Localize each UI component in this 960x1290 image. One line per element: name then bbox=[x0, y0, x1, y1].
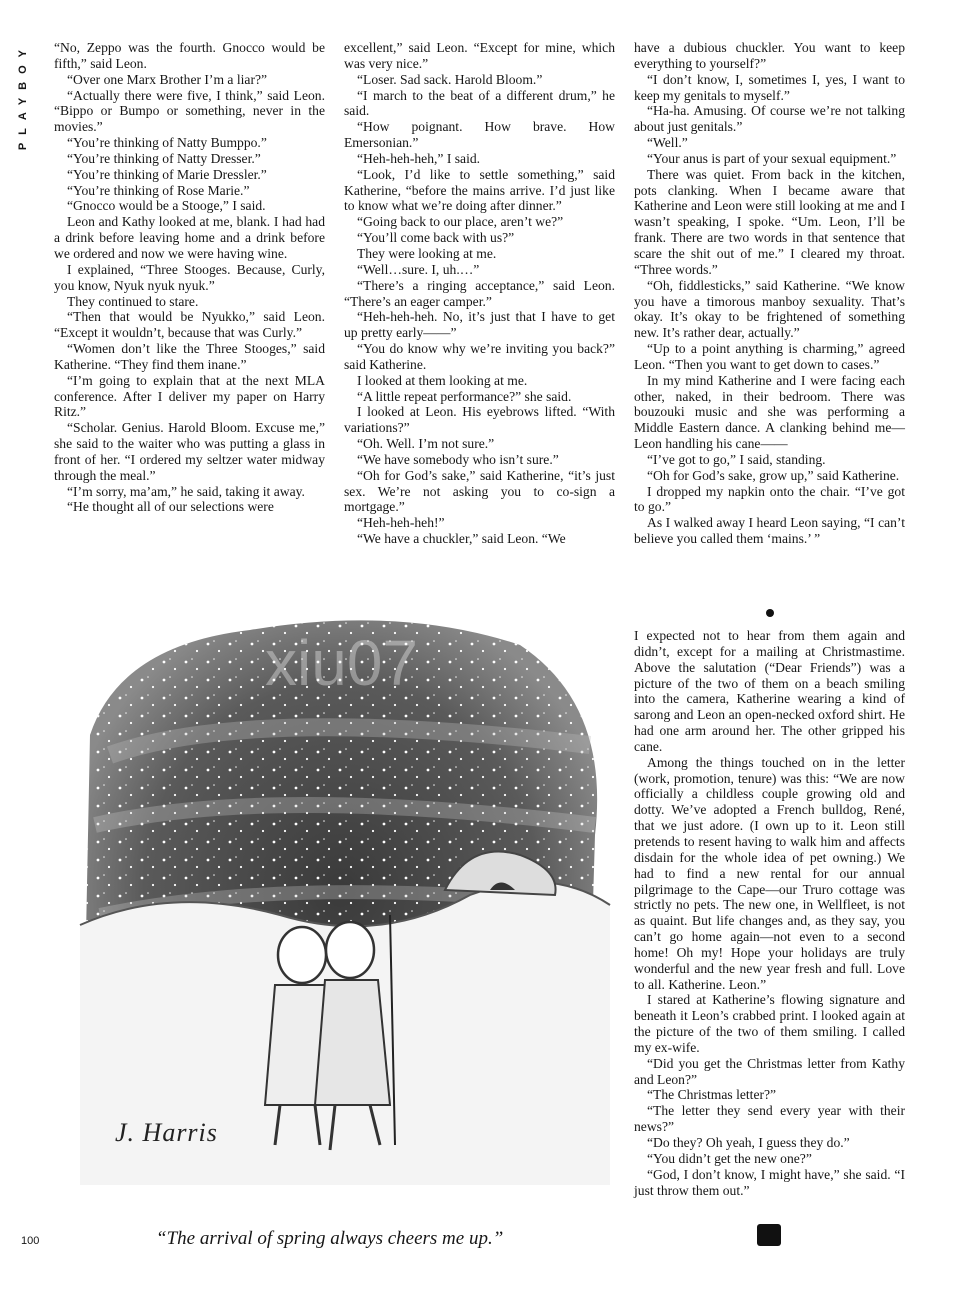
paragraph: “Your anus is part of your sexual equipment.” bbox=[647, 150, 897, 166]
watermark: xiu07 bbox=[265, 627, 418, 699]
text-column-3 bbox=[634, 40, 905, 547]
paragraph: “Oh for God’s sake,” said Katherine, “it’s just sex. We’re not asking you to co-sign a mortgage.” bbox=[344, 467, 615, 515]
paragraph: “The Christmas letter?” bbox=[647, 1087, 777, 1103]
paragraph: “Over one Marx Brother I’m a liar?” bbox=[67, 71, 268, 87]
paragraph: “Heh-heh-heh!” bbox=[357, 515, 445, 531]
text-column-2 bbox=[344, 40, 615, 547]
paragraph: “Did you get the Christmas letter from Kathy and Leon?” bbox=[634, 1055, 905, 1087]
paragraph: “How poignant. How brave. How Emersonian.” bbox=[344, 119, 615, 151]
paragraph: I explained, “Three Stooges. Because, Curly, you know, Nyuk nyuk nyuk.” bbox=[54, 261, 325, 293]
paragraph: “Loser. Sad sack. Harold Bloom.” bbox=[357, 71, 543, 87]
text-column-1 bbox=[54, 40, 325, 515]
paragraph: “We have somebody who isn’t sure.” bbox=[357, 451, 559, 467]
paragraph: have a dubious chuckler. You want to keep everything to yourself?” bbox=[634, 40, 905, 71]
paragraph: “I march to the beat of a different drum,” he said. bbox=[344, 87, 615, 119]
paragraph: I expected not to hear from them again and didn’t, except for a mailing at Christmastime. Above the salutation (“Dear Friends”) was a picture of the two of them on a beach smiling into the camera, Katherine wearing a kind of sarong and Leon an open-necked oxford shirt. He had one arm around her. The other gripped his cane. bbox=[634, 628, 905, 754]
paragraph: “We have a chuckler,” said Leon. “We bbox=[357, 531, 566, 547]
paragraph: “Oh for God’s sake, grow up,” said Katherine. bbox=[647, 467, 900, 483]
cartoon-illustration bbox=[50, 585, 620, 1210]
paragraph: “He thought all of our selections were bbox=[67, 499, 274, 515]
paragraph: “Then that would be Nyukko,” said Leon. “Except it wouldn’t, because that was Curly.” bbox=[54, 309, 325, 341]
paragraph: “You’ll come back with us?” bbox=[357, 230, 515, 246]
paragraph: They were looking at me. bbox=[357, 245, 497, 261]
page-number: 100 bbox=[21, 1235, 40, 1247]
paragraph: As I walked away I heard Leon saying, “I can’t believe you called them ‘mains.’ ” bbox=[634, 515, 905, 547]
cartoon-caption: “The arrival of spring always cheers me up.” bbox=[156, 1228, 504, 1249]
paragraph: “Heh-heh-heh. No, it’s just that I have to get up pretty early——” bbox=[344, 309, 615, 341]
paragraph: They continued to stare. bbox=[67, 293, 199, 309]
paragraph: I stared at Katherine’s flowing signature and beneath it Leon’s crabbed print. I looked again at the picture of the two of them smiling. I called my ex-wife. bbox=[634, 992, 905, 1055]
paragraph: “Going back to our place, aren’t we?” bbox=[357, 214, 564, 230]
paragraph: excellent,” said Leon. “Except for mine, which was very nice.” bbox=[344, 40, 615, 71]
paragraph: “Ha-ha. Amusing. Of course we’re not talking about just genitals.” bbox=[634, 103, 905, 135]
paragraph: “The letter they send every year with their news?” bbox=[634, 1103, 905, 1135]
paragraph: “Well…sure. I, uh.…” bbox=[357, 261, 480, 277]
paragraph: “Gnocco would be a Stooge,” I said. bbox=[67, 198, 266, 214]
paragraph: I looked at Leon. His eyebrows lifted. “With variations?” bbox=[344, 404, 615, 436]
paragraph: “Women don’t like the Three Stooges,” said Katherine. “They find them inane.” bbox=[54, 341, 325, 372]
text-column-3-continued bbox=[634, 628, 905, 1198]
section-break-bullet bbox=[766, 609, 774, 617]
paragraph: I dropped my napkin onto the chair. “I’ve got to go.” bbox=[634, 483, 905, 515]
paragraph: I looked at them looking at me. bbox=[357, 372, 528, 388]
running-head: PLAYBOY bbox=[17, 42, 29, 151]
paragraph: “Look, I’d like to settle something,” said Katherine, “before the mains arrive. I’d just like to know what we’re doing after dinner.” bbox=[344, 166, 615, 214]
paragraph: There was quiet. From back in the kitchen, pots clanking. When I became aware that Katherine and Leon were still looking at me and I wasn’t speaking, I spoke. “Um. Leon, I’ll be frank. There are two words in that sentence that scare the shit out of me.” I cleared my throat. “Three words.” bbox=[634, 166, 905, 277]
paragraph: “You’re thinking of Marie Dressler.” bbox=[67, 166, 267, 182]
paragraph: “Up to a point anything is charming,” agreed Leon. “Then you want to get down to cases.” bbox=[634, 341, 905, 372]
paragraph: Among the things touched on in the letter (work, promotion, tenure) was this: “We are now officially a childless couple growing old and dotty. We’ve adopted a French bulldog, René, that we just adore. (I own up to it. Leon still pretends to resent having to walk him and affects disdain for the whole idea of pet owning.) We had to find a new rental for our annual pilgrimage to the Cape—our Truro cottage was strictly no pets. The new one, in Wellfleet, is not as quaint. But life changes and, as they say, you can’t go home again—not even to a second home! Oh my! Hope your holidays are truly wonderful and the new year fresh and full. Love to all. Katherine. Leon.” bbox=[634, 754, 905, 992]
paragraph: “You’re thinking of Natty Dresser.” bbox=[67, 150, 261, 166]
paragraph: “I don’t know, I, sometimes I, yes, I want to keep my genitals to myself.” bbox=[634, 71, 905, 103]
paragraph: “A little repeat performance?” she said. bbox=[357, 388, 572, 404]
paragraph: “Scholar. Genius. Harold Bloom. Excuse me,” she said to the waiter who was putting a glass in front of her. “I ordered my seltzer water midway through the meal.” bbox=[54, 420, 325, 483]
paragraph: “I’ve got to go,” I said, standing. bbox=[647, 451, 826, 467]
paragraph: “You’re thinking of Natty Bumppo.” bbox=[67, 135, 267, 151]
paragraph: “Oh, fiddlesticks,” said Katherine. “We know you have a timorous manboy sexuality. That’s okay. It’s okay to be frightened of something new. It’s rather dear, actually.” bbox=[634, 277, 905, 341]
paragraph: “There’s a ringing acceptance,” said Leon. “There’s an eager camper.” bbox=[344, 277, 615, 309]
paragraph: In my mind Katherine and I were facing each other, naked, in their bedroom. There was bouzouki music and she was performing a Middle Eastern dance. A clanking behind me—Leon handling his cane—— bbox=[634, 372, 905, 452]
paragraph: Leon and Kathy looked at me, blank. I had had a drink before leaving home and a drink before we ordered and now we were having wine. bbox=[54, 214, 325, 261]
paragraph: “I’m going to explain that at the next MLA conference. After I deliver my paper on Harry Ritz.” bbox=[54, 372, 325, 420]
paragraph: “You didn’t get the new one?” bbox=[647, 1150, 812, 1166]
paragraph: “Actually there were five, I think,” said Leon. “Bippo or Bumpo or something, never in the movies.” bbox=[54, 87, 325, 135]
paragraph: “I’m sorry, ma’am,” he said, taking it away. bbox=[67, 483, 305, 499]
rabbit-logo-icon bbox=[757, 1224, 781, 1246]
paragraph: “You’re thinking of Rose Marie.” bbox=[67, 182, 250, 198]
paragraph: “No, Zeppo was the fourth. Gnocco would be fifth,” said Leon. bbox=[54, 40, 325, 71]
paragraph: “Well.” bbox=[647, 135, 688, 151]
paragraph: “Oh. Well. I’m not sure.” bbox=[357, 436, 495, 452]
paragraph: “Heh-heh-heh,” I said. bbox=[357, 150, 481, 166]
paragraph: “Do they? Oh yeah, I guess they do.” bbox=[647, 1135, 850, 1150]
paragraph: “You do know why we’re inviting you back?” said Katherine. bbox=[344, 341, 615, 372]
paragraph: “God, I don’t know, I might have,” she said. “I just throw them out.” bbox=[634, 1166, 905, 1198]
artist-signature: J. Harris bbox=[115, 1118, 218, 1147]
